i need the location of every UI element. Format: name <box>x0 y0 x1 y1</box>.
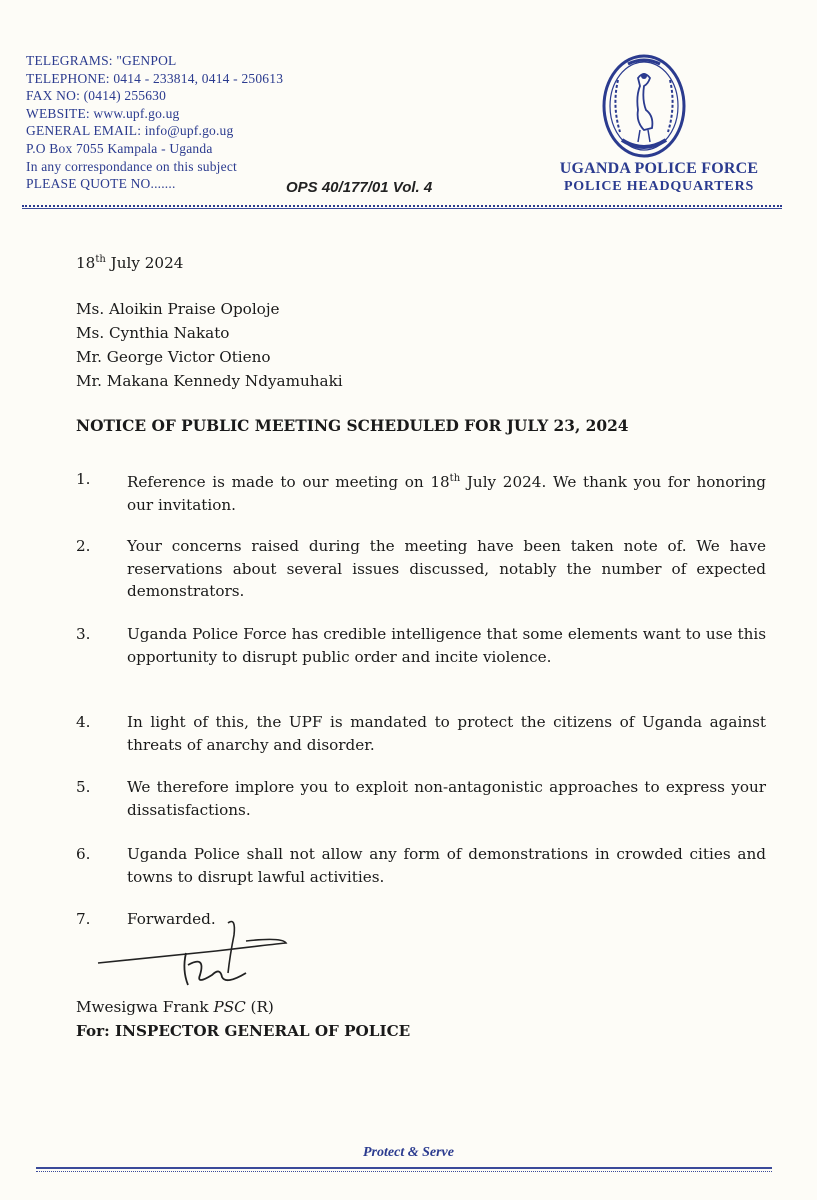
contact-line: GENERAL EMAIL: info@upf.go.ug <box>26 123 234 139</box>
contact-line: P.O Box 7055 Kampala - Uganda <box>26 140 213 156</box>
paragraph-text: Forwarded. <box>127 910 216 928</box>
contact-line: TELEPHONE: 0414 - 233814, 0414 - 250613 <box>26 70 284 86</box>
letter-date <box>76 254 183 272</box>
paragraph-text: Uganda Police shall not allow any form of demonstrations in crowded cities and towns to disrupt lawful activities. <box>127 845 766 886</box>
footer-motto: Protect & Serve <box>363 1145 454 1160</box>
paragraph-number: 6. <box>76 845 91 863</box>
signer-role: For: INSPECTOR GENERAL OF POLICE <box>76 1022 411 1040</box>
addressee: Mr. George Victor Otieno <box>76 348 271 366</box>
paragraph-text: Uganda Police Force has credible intelligence that some elements want to use this opportunity to disrupt public order and incite violence. <box>127 625 766 666</box>
contact-line: PLEASE QUOTE NO....... <box>26 176 176 192</box>
paragraph-text: We therefore implore you to exploit non-antagonistic approaches to express your dissatisfactions. <box>127 778 766 819</box>
reference-number: OPS 40/177/01 Vol. 4 <box>286 179 433 196</box>
paragraph-number: 7. <box>76 910 91 928</box>
addressee: Ms. Aloikin Praise Opoloje <box>76 300 280 318</box>
paragraph-number: 3. <box>76 625 91 643</box>
footer-divider <box>36 1167 772 1169</box>
uganda-police-crest-icon <box>598 50 690 162</box>
addressee-list <box>76 297 343 393</box>
footer-divider <box>36 1171 772 1172</box>
header-divider <box>22 205 782 207</box>
date-day: 18 <box>76 254 96 273</box>
paragraph-number: 2. <box>76 537 91 555</box>
paragraph-number: 1. <box>76 470 91 488</box>
paragraph-number: 5. <box>76 778 91 796</box>
date-month-year: July 2024 <box>105 254 184 273</box>
organization-block <box>549 160 769 195</box>
paragraph <box>76 535 766 603</box>
paragraph <box>76 776 766 821</box>
date-suffix: th <box>95 254 106 265</box>
contact-line: TELEGRAMS: "GENPOL <box>26 53 177 68</box>
addressee: Mr. Makana Kennedy Ndyamuhaki <box>76 372 343 390</box>
paragraph-text: In light of this, the UPF is mandated to protect the citizens of Uganda against threats of anarchy and disorder. <box>127 713 766 754</box>
paragraph <box>76 843 766 888</box>
paragraph-text: Your concerns raised during the meeting have been taken note of. We have reservations about several issues discussed, notably the number of expected demonstrators. <box>127 537 766 600</box>
contact-block <box>26 52 326 193</box>
contact-line: FAX NO: (0414) 255630 <box>26 88 167 104</box>
signer-name: Mwesigwa Frank PSC (R) <box>76 998 274 1016</box>
contact-line: WEBSITE: www.upf.go.ug <box>26 105 180 121</box>
organization-name: UGANDA POLICE FORCE <box>559 160 759 177</box>
contact-line: In any correspondance on this subject <box>26 158 237 174</box>
paragraph <box>76 623 766 668</box>
paragraph <box>76 468 766 516</box>
headquarters-name: POLICE HEADQUARTERS <box>563 179 755 194</box>
handwritten-signature <box>96 915 296 990</box>
paragraph-text: Reference is made to our meeting on 18th July 2024. We thank you for honoring our invitation. <box>127 473 766 514</box>
letter-subject: NOTICE OF PUBLIC MEETING SCHEDULED FOR JULY 23, 2024 <box>76 417 629 435</box>
paragraph-number: 4. <box>76 713 91 731</box>
addressee: Ms. Cynthia Nakato <box>76 324 230 342</box>
paragraph <box>76 711 766 756</box>
header-divider <box>22 208 782 209</box>
